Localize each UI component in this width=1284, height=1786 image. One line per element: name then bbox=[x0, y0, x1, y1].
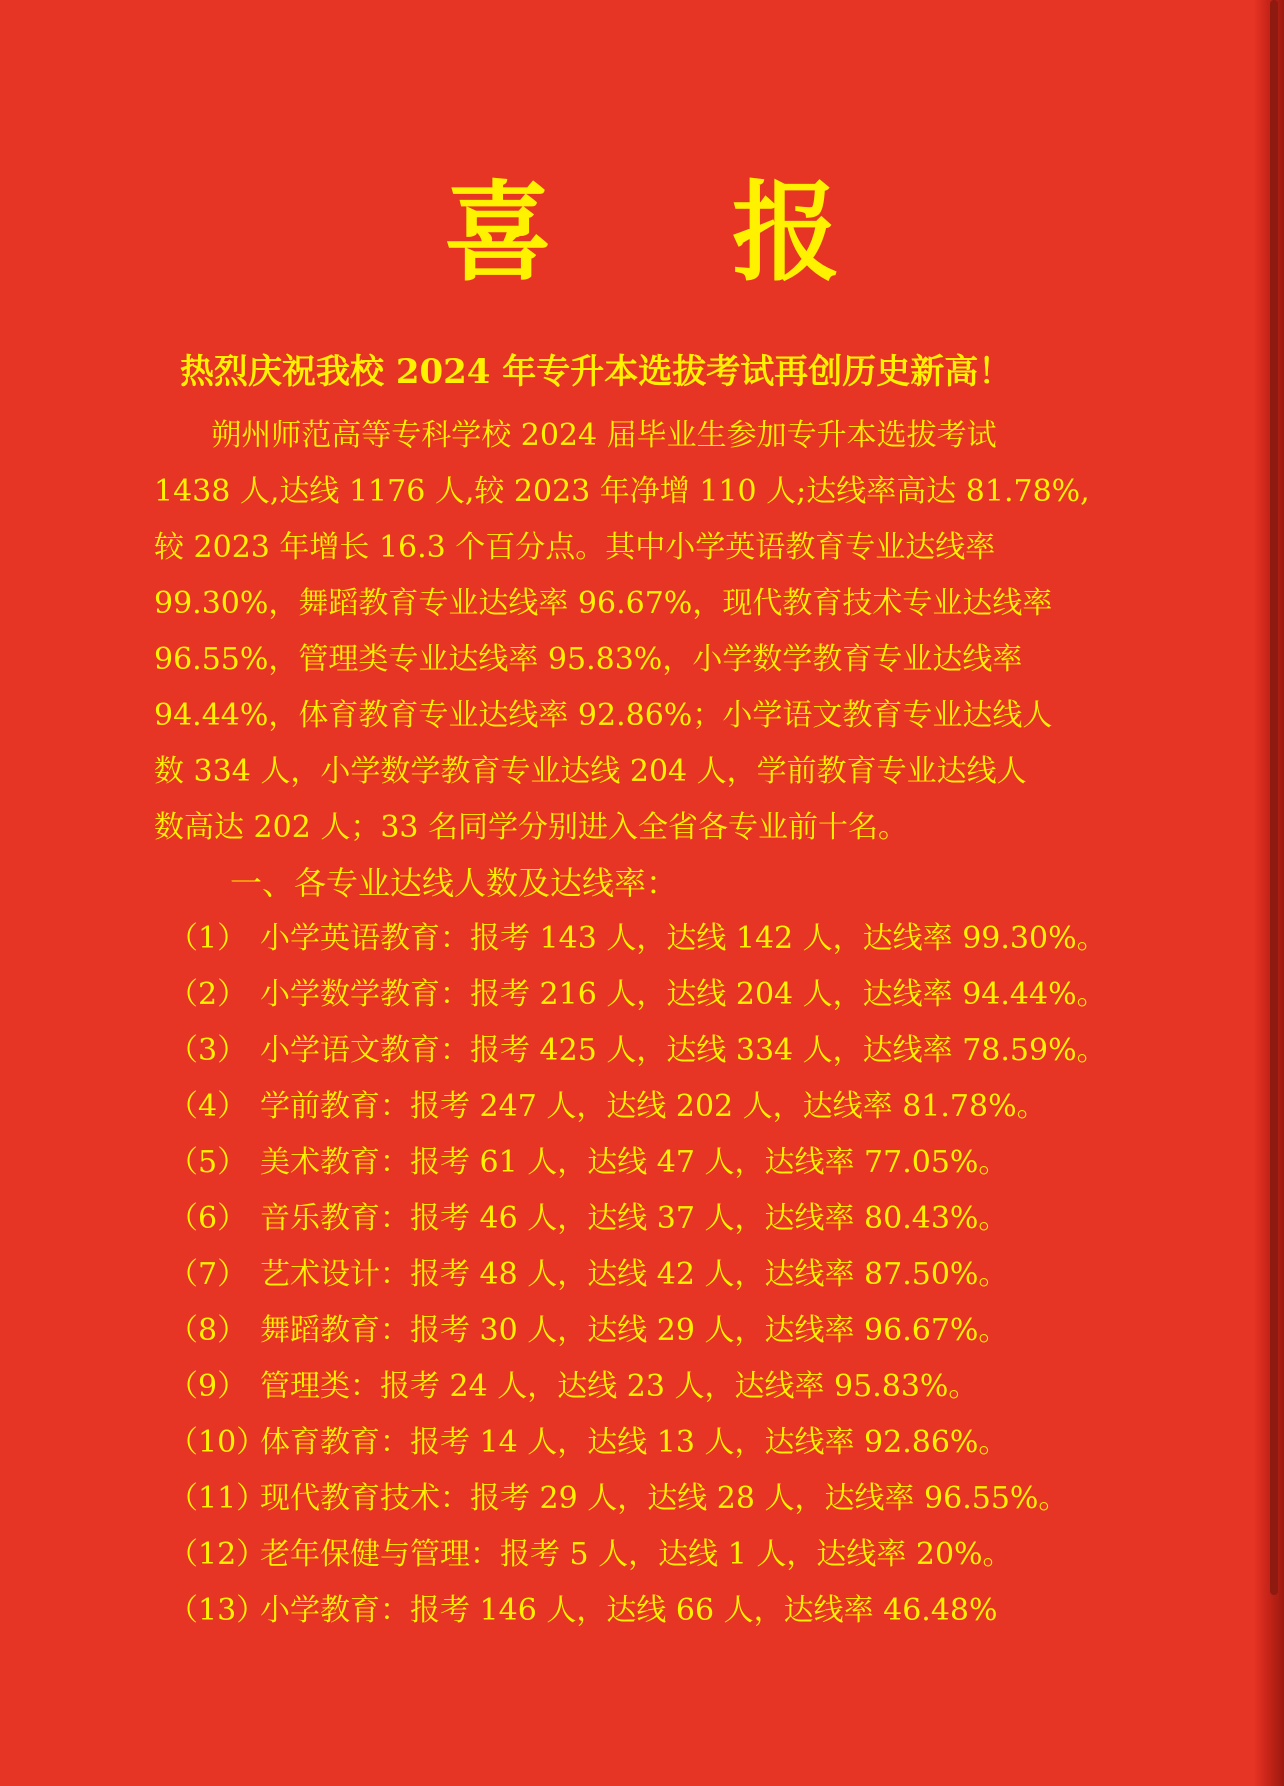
body-line: 较 2023 年增长 16.3 个百分点。其中小学英语教育专业达线率 bbox=[154, 530, 996, 565]
item-number: （13） bbox=[168, 1593, 267, 1628]
body-line: 数高达 202 人；33 名同学分别进入全省各专业前十名。 bbox=[154, 810, 909, 845]
body-line: 数 334 人，小学数学教育专业达线 204 人，学前教育专业达线人 bbox=[154, 754, 1027, 789]
list-item bbox=[168, 1135, 1008, 1191]
list-item bbox=[168, 1191, 1008, 1247]
body-line: 1438 人,达线 1176 人,较 2023 年净增 110 人;达线率高达 81.78%, bbox=[154, 474, 1090, 509]
item-text: 学前教育：报考 247 人，达线 202 人，达线率 81.78%。 bbox=[260, 1089, 1047, 1124]
list-item bbox=[168, 1527, 1013, 1583]
item-text: 小学英语教育：报考 143 人，达线 142 人，达线率 99.30%。 bbox=[260, 921, 1107, 956]
item-number: （3） bbox=[168, 1033, 248, 1068]
item-number: （2） bbox=[168, 977, 248, 1012]
list-item bbox=[168, 1415, 1008, 1471]
item-number: （10） bbox=[168, 1425, 267, 1460]
item-number: （9） bbox=[168, 1369, 248, 1404]
title-char-2: 报 bbox=[732, 170, 841, 296]
item-number: （6） bbox=[168, 1201, 248, 1236]
body-line: 96.55%，管理类专业达线率 95.83%，小学数学教育专业达线率 bbox=[154, 642, 1023, 677]
item-text: 音乐教育：报考 46 人，达线 37 人，达线率 80.43%。 bbox=[260, 1201, 1009, 1236]
body-line: 99.30%，舞蹈教育专业达线率 96.67%，现代教育技术专业达线率 bbox=[154, 586, 1053, 621]
body-line: 朔州师范高等专科学校 2024 届毕业生参加专升本选拔考试 bbox=[154, 418, 997, 453]
list-item bbox=[168, 1471, 1068, 1527]
item-text: 体育教育：报考 14 人，达线 13 人，达线率 92.86%。 bbox=[260, 1425, 1009, 1460]
subtitle: 热烈庆祝我校 2024 年专升本选拔考试再创历史新高！ bbox=[180, 352, 1013, 392]
body-line: 94.44%，体育教育专业达线率 92.86%；小学语文教育专业达线人 bbox=[154, 698, 1053, 733]
list-item bbox=[168, 911, 1107, 967]
list-item bbox=[168, 1303, 1008, 1359]
item-text: 管理类：报考 24 人，达线 23 人，达线率 95.83%。 bbox=[260, 1369, 979, 1404]
section-heading: 一、各专业达线人数及达线率： bbox=[230, 864, 679, 902]
item-text: 小学数学教育：报考 216 人，达线 204 人，达线率 94.44%。 bbox=[260, 977, 1107, 1012]
item-text: 艺术设计：报考 48 人，达线 42 人，达线率 87.50%。 bbox=[260, 1257, 1009, 1292]
list-item bbox=[168, 1023, 1107, 1079]
list-item bbox=[168, 1583, 998, 1639]
page-title bbox=[0, 168, 1284, 298]
item-text: 舞蹈教育：报考 30 人，达线 29 人，达线率 96.67%。 bbox=[260, 1313, 1009, 1348]
list-item bbox=[168, 1247, 1008, 1303]
item-number: （1） bbox=[168, 921, 248, 956]
item-text: 老年保健与管理：报考 5 人，达线 1 人，达线率 20%。 bbox=[260, 1537, 1013, 1572]
item-number: （5） bbox=[168, 1145, 248, 1180]
list-item bbox=[168, 967, 1107, 1023]
item-number: （8） bbox=[168, 1313, 248, 1348]
item-text: 美术教育：报考 61 人，达线 47 人，达线率 77.05%。 bbox=[260, 1145, 1009, 1180]
item-number: （12） bbox=[168, 1537, 267, 1572]
item-number: （4） bbox=[168, 1089, 248, 1124]
list-item bbox=[168, 1359, 978, 1415]
list-item bbox=[168, 1079, 1047, 1135]
item-text: 小学语文教育：报考 425 人，达线 334 人，达线率 78.59%。 bbox=[260, 1033, 1107, 1068]
item-text: 小学教育：报考 146 人，达线 66 人，达线率 46.48% bbox=[260, 1593, 998, 1628]
item-text: 现代教育技术：报考 29 人，达线 28 人，达线率 96.55%。 bbox=[260, 1481, 1069, 1516]
title-char-1: 喜 bbox=[443, 170, 552, 296]
item-number: （7） bbox=[168, 1257, 248, 1292]
item-number: （11） bbox=[168, 1481, 267, 1516]
